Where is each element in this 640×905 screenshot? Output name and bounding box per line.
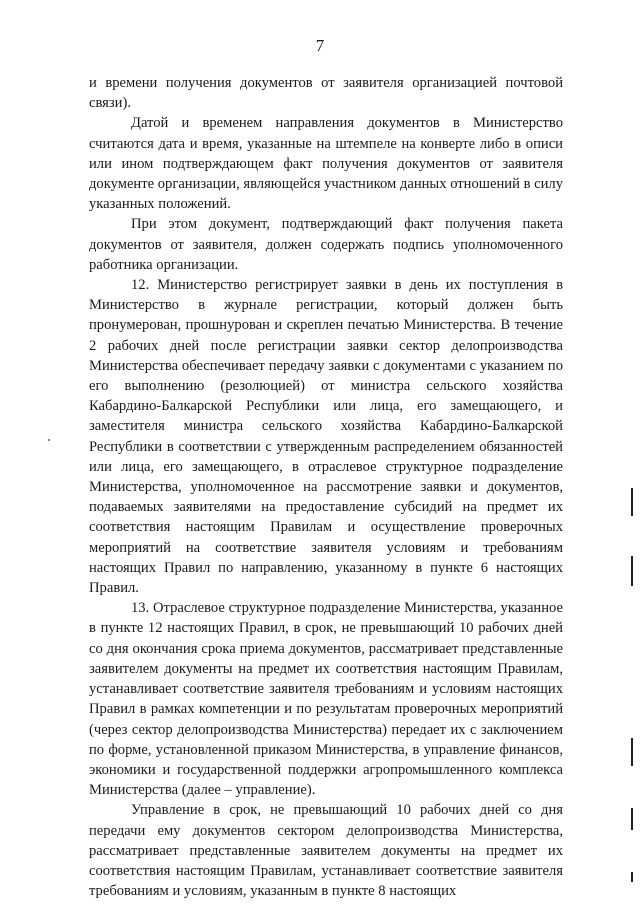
scan-edge-mark: [631, 738, 633, 766]
document-body: [89, 73, 563, 901]
paragraph-confirmation-signature: При этом документ, подтверждающий факт получения пакета документов от заявителя, должен содержать подпись уполномоченного работника организации.: [89, 216, 563, 273]
scan-speck: [48, 439, 50, 441]
scan-edge-mark: [631, 808, 633, 830]
scan-edge-mark: [631, 556, 633, 586]
page-number: 7: [315, 36, 325, 55]
scan-edge-mark: [631, 872, 633, 882]
paragraph-management-review: Управление в срок, не превышающий 10 рабочих дней со дня передачи ему документов сектором делопроизводства Министерства, рассматривает представленные заявителем документы на предмет их соответствия настоящим Правилам, устанавливает соответствие заявителя требованиям и условиям, указанным в пункте 8 настоящих: [89, 802, 563, 900]
scan-edge-mark: [631, 488, 633, 516]
paragraph-postal-continuation: и времени получения документов от заявителя организацией почтовой связи).: [89, 75, 563, 112]
paragraph-clause-12: 12. Министерство регистрирует заявки в день их поступления в Министерство в журнале регистрации, который должен быть пронумерован, прошнурован и скреплен печатью Министерства. В течение 2 рабочих дней после регистрации заявки сектор делопроизводства Министерства обеспечивает передачу заявки с документами с указанием по его выполнению (резолюцией) от министра сельского хозяйства Кабардино-Балкарской Республики или лица, его замещающего, и заместителя министра сельского хозяйства Кабардино-Балкарской Республики в соответствии с утвержденным распределением обязанностей или лица, его замещающего, в отраслевое структурное подразделение Министерства, уполномоченное на рассмотрение заявки и документов, подаваемых заявителями на предоставление субсидий на предмет их соответствия настоящим Правилам и осуществление проверочных мероприятий на соответствие заявителя условиям и требованиям настоящих Правил по направлению, указанному в пункте 6 настоящих Правил.: [89, 277, 563, 597]
paragraph-clause-13: 13. Отраслевое структурное подразделение Министерства, указанное в пункте 12 настоящих Правил, в срок, не превышающий 10 рабочих дней со дня окончания срока приема документов, рассматривает представленные заявителем документы на предмет их соответствия настоящим Правилам, устанавливает соответствие заявителя требованиям и условиям настоящих Правил в рамках компетенции и по результатам проверочных мероприятий (через сектор делопроизводства Министерства) передает их с заключением по форме, установленной приказом Министерства, в управление финансов, экономики и государственной поддержки агропромышленного комплекса Министерства (далее – управление).: [89, 600, 563, 799]
paragraph-submission-date: Датой и временем направления документов в Министерство считаются дата и время, указанные на штемпеле на конверте либо в описи или ином подтверждающем факт получения документов от заявителя документе организации, являющейся участником данных отношений в силу указанных положений.: [89, 115, 563, 213]
